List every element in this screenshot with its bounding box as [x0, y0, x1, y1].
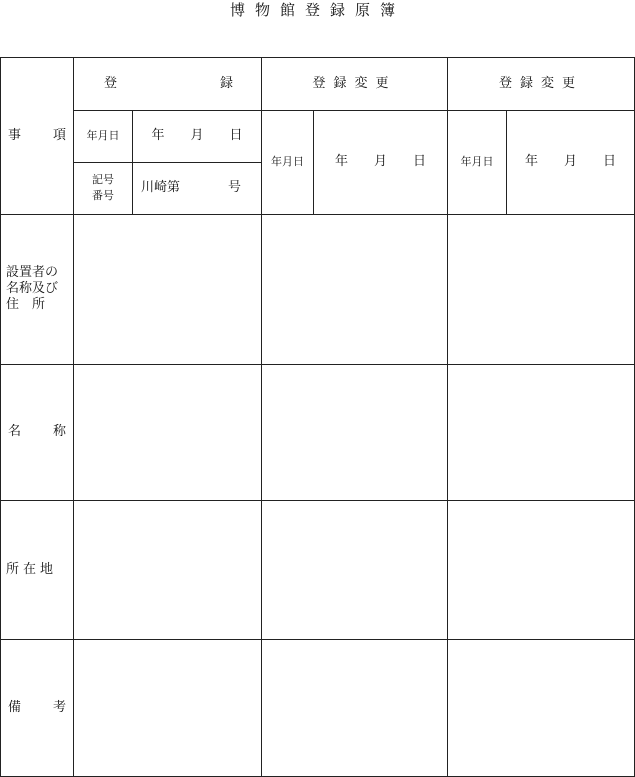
registration-header-char: 録 [219, 75, 233, 91]
date-label-text: 年月日 [86, 129, 120, 142]
registration-header-char: 登 [104, 75, 118, 91]
registration-change-label: 登録変更 [312, 75, 397, 91]
year-text: 年 [524, 154, 538, 169]
matter-header-char: 項 [52, 127, 66, 143]
registration-change-header [262, 57, 447, 110]
month-text: 月 [563, 154, 577, 169]
matter-header [8, 57, 66, 214]
year-text: 年 [151, 128, 165, 143]
row-label-remarks [8, 639, 66, 776]
row-label-char: 備 [8, 699, 22, 715]
matter-header-char: 事 [8, 127, 22, 143]
row-divider [0, 500, 635, 501]
month-text: 月 [190, 128, 204, 143]
month-text: 月 [373, 154, 387, 169]
row-label-char: 称 [52, 424, 66, 439]
table-border-left [0, 57, 1, 777]
row-label-line: 名称及び [6, 281, 59, 296]
change-date-field [507, 110, 634, 214]
row-label-name [8, 364, 66, 500]
row-divider [0, 214, 635, 215]
year-text: 年 [334, 154, 348, 169]
change-date-label-text: 年月日 [271, 155, 304, 168]
row-label-line: 住 所 [6, 297, 46, 312]
row-label-char: 考 [52, 699, 66, 715]
row-divider [0, 364, 635, 365]
change-date-label [448, 110, 506, 214]
row-label-char: 名 [8, 424, 22, 439]
date-label [74, 110, 132, 162]
registration-change-header [448, 57, 634, 110]
row-label-location [6, 500, 72, 639]
number-prefix: 川崎第 [141, 180, 181, 195]
change-date-label [262, 110, 313, 214]
row-label-text: 所在地 [6, 561, 58, 577]
document-title: 博物館登録原簿 [229, 1, 405, 19]
row-divider [0, 639, 635, 640]
date-field [133, 110, 261, 162]
change-date-label-text: 年月日 [460, 155, 494, 168]
day-text: 日 [229, 128, 243, 143]
number-label-line: 番号 [92, 189, 114, 202]
registration-header [104, 57, 233, 110]
number-label-line: 記号 [92, 173, 114, 186]
row-label-founder [6, 214, 72, 364]
number-label [74, 162, 132, 214]
row-label-line: 設置者の [6, 265, 59, 280]
number-suffix: 号 [227, 180, 241, 195]
change-date-field [314, 110, 447, 214]
day-text: 日 [413, 154, 427, 169]
number-field [141, 162, 241, 214]
day-text: 日 [603, 154, 617, 169]
registration-change-label: 登録変更 [498, 75, 583, 91]
